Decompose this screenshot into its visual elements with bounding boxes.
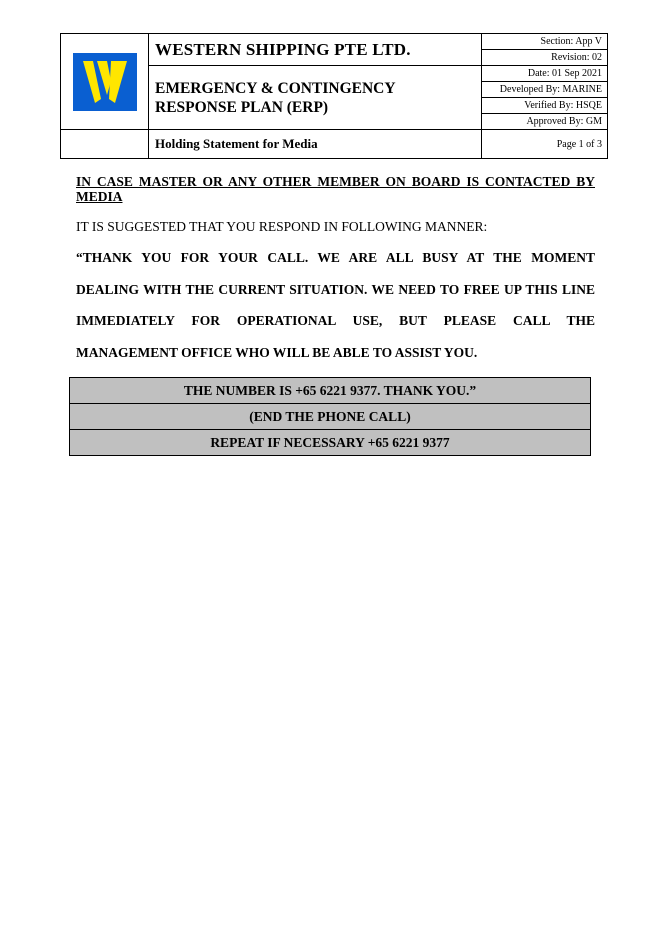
issue-date: Date: 01 Sep 2021 — [482, 66, 608, 82]
document-title: Holding Statement for Media — [149, 130, 482, 159]
repeat-number-box: REPEAT IF NECESSARY +65 6221 9377 — [70, 430, 591, 456]
quote-line: “THANK YOU FOR YOUR CALL. WE ARE ALL BUSY AT THE MOMENT — [76, 250, 595, 265]
quote-line: IMMEDIATELY FOR OPERATIONAL USE, BUT PLEASE CALL THE — [76, 313, 595, 328]
quote-line: MANAGEMENT OFFICE WHO WILL BE ABLE TO ASSIST YOU. — [76, 344, 478, 360]
logo-cell — [61, 34, 149, 130]
instruction-text: IT IS SUGGESTED THAT YOU RESPOND IN FOLLOWING MANNER: — [76, 219, 488, 234]
plan-title-line2: RESPONSE PLAN (ERP) — [155, 98, 329, 116]
company-name: WESTERN SHIPPING PTE LTD. — [149, 34, 482, 66]
section-ref: Section: App V — [482, 34, 608, 50]
verified-by: Verified By: HSQE — [482, 98, 608, 114]
w-logo-icon — [81, 57, 129, 107]
contact-boxes — [69, 377, 591, 456]
section-heading: IN CASE MASTER OR ANY OTHER MEMBER ON BOARD IS CONTACTED BY MEDIA — [76, 174, 595, 204]
plan-title — [149, 66, 482, 130]
end-call-box: (END THE PHONE CALL) — [70, 404, 591, 430]
quote-line: DEALING WITH THE CURRENT SITUATION. WE NEED TO FREE UP THIS LINE — [76, 281, 595, 297]
page-number: Page 1 of 3 — [482, 130, 608, 159]
company-logo — [73, 53, 137, 111]
statement-body — [76, 174, 595, 368]
revision: Revision: 02 — [482, 50, 608, 66]
logo-cell-bottom — [61, 130, 149, 159]
plan-title-line1: EMERGENCY & CONTINGENCY — [155, 79, 396, 97]
developed-by: Developed By: MARINE — [482, 82, 608, 98]
approved-by: Approved By: GM — [482, 114, 608, 130]
phone-number-box: THE NUMBER IS +65 6221 9377. THANK YOU.” — [70, 378, 591, 404]
document-header — [60, 33, 608, 159]
